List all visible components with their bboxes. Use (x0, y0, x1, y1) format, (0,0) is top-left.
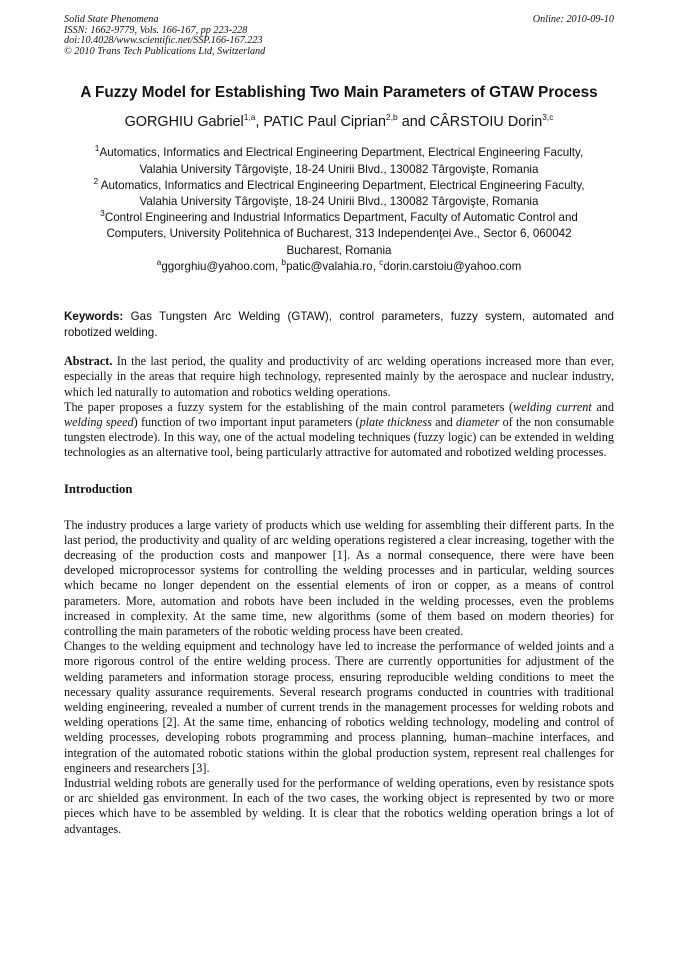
online-date: Online: 2010-09-10 (532, 14, 614, 25)
abstract-paragraph (64, 400, 614, 461)
abstract-term: welding current (513, 399, 592, 414)
affiliation-1 (64, 145, 614, 177)
affiliation-2 (64, 175, 614, 210)
author-name: CÂRSTOIU Dorin (429, 114, 543, 131)
email-link[interactable]: dorin.carstoiu@yahoo.com (383, 259, 522, 273)
paper-title: A Fuzzy Model for Establishing Two Main Parameters of GTAW Process (80, 84, 598, 102)
affiliation-sup: 2 (93, 175, 99, 186)
author-separator: , (255, 114, 264, 131)
author-list (64, 114, 614, 130)
affiliation-line: Valahia University Târgovişte, 18-24 Unirii Blvd., 130082 Târgovişte, Romania (139, 194, 539, 208)
author-name: GORGHIU Gabriel (124, 114, 244, 131)
abstract-label: Abstract. (64, 354, 113, 369)
affiliation-line: Computers, University Politehnica of Bucharest, 313 Independenţei Ave., Sector 6, 060042 (106, 227, 572, 241)
affiliation-line: Bucharest, Romania (286, 243, 392, 257)
journal-info (64, 15, 265, 57)
author-sup: 2,b (386, 112, 398, 123)
affiliations (64, 145, 614, 258)
body-paragraph: The industry produces a large variety of products which use welding for assembling their different parts. In the last period, the productivity and quality of arc welding operations registered a clear increasing, together with the decreasing of the production costs and manpower [1]. As a normal consequence, there were have been developed microprocessor systems for controlling the welding processes and in particular, welding sources which became no longer dependent on the essential elements of iron or copper, as a means of control parameters. More, automation and robots have been included in the welding processes, even the problems increased in complexity. At the same time, new algorithms (some of them based on modern theories) for controlling the main parameters of the robotic welding process have been created. (64, 517, 614, 639)
affiliation-line: Automatics, Informatics and Electrical Engineering Department, Electrical Engineering Faculty, (98, 178, 585, 192)
email-link[interactable]: patic@valahia.ro, (286, 259, 380, 273)
affiliation-3 (64, 210, 614, 259)
author-sup: 1,a (243, 112, 256, 123)
introduction-body (64, 518, 614, 837)
abstract-text: The paper proposes a fuzzy system for the establishing of the main control parameters ( (64, 399, 514, 414)
body-paragraph: Industrial welding robots are generally used for the performance of welding operations, even by resistance spots or arc shielded gas environment. In each of the two cases, the working object is represented by two or more pieces which have to be assembled by welding. It is clear that the robotics welding operation brings a lot of advantages. (64, 776, 614, 836)
abstract (64, 354, 614, 460)
journal-header (64, 15, 614, 57)
abstract-text: In the last period, the quality and productivity of arc welding operations increased more than ever, especially in the areas that require high technology, represented mainly by the aerospace and nuclear industry, which led naturally to automation and robotics welding operations. (64, 354, 614, 399)
abstract-term: welding speed (64, 415, 134, 429)
body-paragraph: Changes to the welding equipment and technology have led to increase the performance of welded joints and a more rigorous control of the entire welding process. There are currently opportunities for adjustment of the welding parameters and information storage process, ensuring reproducible welding conditions to meet the necessary quality assurance requirements. Several research programs conducted in countries with traditional welding engineering, revealed a number of current trends in the management processes for welding robots and welding operations [2]. At the same time, enhancing of robotics welding technology, modeling and control of welding processes, developing robots programming and process planning, human–machine interfaces, and integration of the automated robotic stations within the global production system, represent real challenges for engineers and researchers [3]. (64, 639, 614, 775)
email-sup: a (156, 256, 162, 267)
keywords-label: Keywords: (64, 310, 124, 323)
author-emails (64, 256, 614, 275)
email-link[interactable]: ggorghiu@yahoo.com, (161, 259, 282, 273)
author-name: PATIC Paul Ciprian (263, 114, 387, 131)
affiliation-sup: 3 (100, 208, 105, 219)
affiliation-line: Control Engineering and Industrial Informatics Department, Faculty of Automatic Control and (104, 211, 578, 225)
abstract-text: ) function of two important input parameters ( (133, 415, 360, 429)
email-sup: b (281, 256, 287, 267)
abstract-text: and (591, 399, 614, 414)
affiliation-sup: 1 (94, 143, 100, 154)
section-heading: Introduction (64, 481, 133, 496)
journal-doi: doi:10.4028/www.scientific.net/SSP.166-167.223 (64, 35, 263, 47)
journal-issn: ISSN: 1662-9779, Vols. 166-167, pp 223-228 (64, 24, 248, 36)
abstract-text: of the non consumable tungsten electrode). In this way, one of the actual modeling techniques (fuzzy logic) can be extended in welding technologies as an alternative tool, being particularly attractive for automated and robotized welding processes. (64, 415, 614, 460)
keywords-text: Gas Tungsten Arc Welding (GTAW), control parameters, fuzzy system, automated and robotized welding. (64, 310, 614, 339)
abstract-text: and (431, 415, 457, 429)
abstract-term: diameter (456, 415, 500, 429)
author-separator: and (397, 114, 430, 131)
keywords (64, 309, 614, 340)
abstract-paragraph (64, 354, 614, 400)
journal-copyright: © 2010 Trans Tech Publications Ltd, Switzerland (64, 45, 266, 57)
author-sup: 3,c (542, 112, 554, 123)
abstract-term: plate thickness (359, 415, 432, 429)
email-sup: c (379, 256, 384, 267)
affiliation-line: Automatics, Informatics and Electrical Engineering Department, Electrical Engineering Faculty, (99, 146, 584, 160)
affiliation-line: Valahia University Târgovişte, 18-24 Unirii Blvd., 130082 Târgovişte, Romania (139, 162, 539, 176)
journal-name: Solid State Phenomena (64, 14, 159, 25)
